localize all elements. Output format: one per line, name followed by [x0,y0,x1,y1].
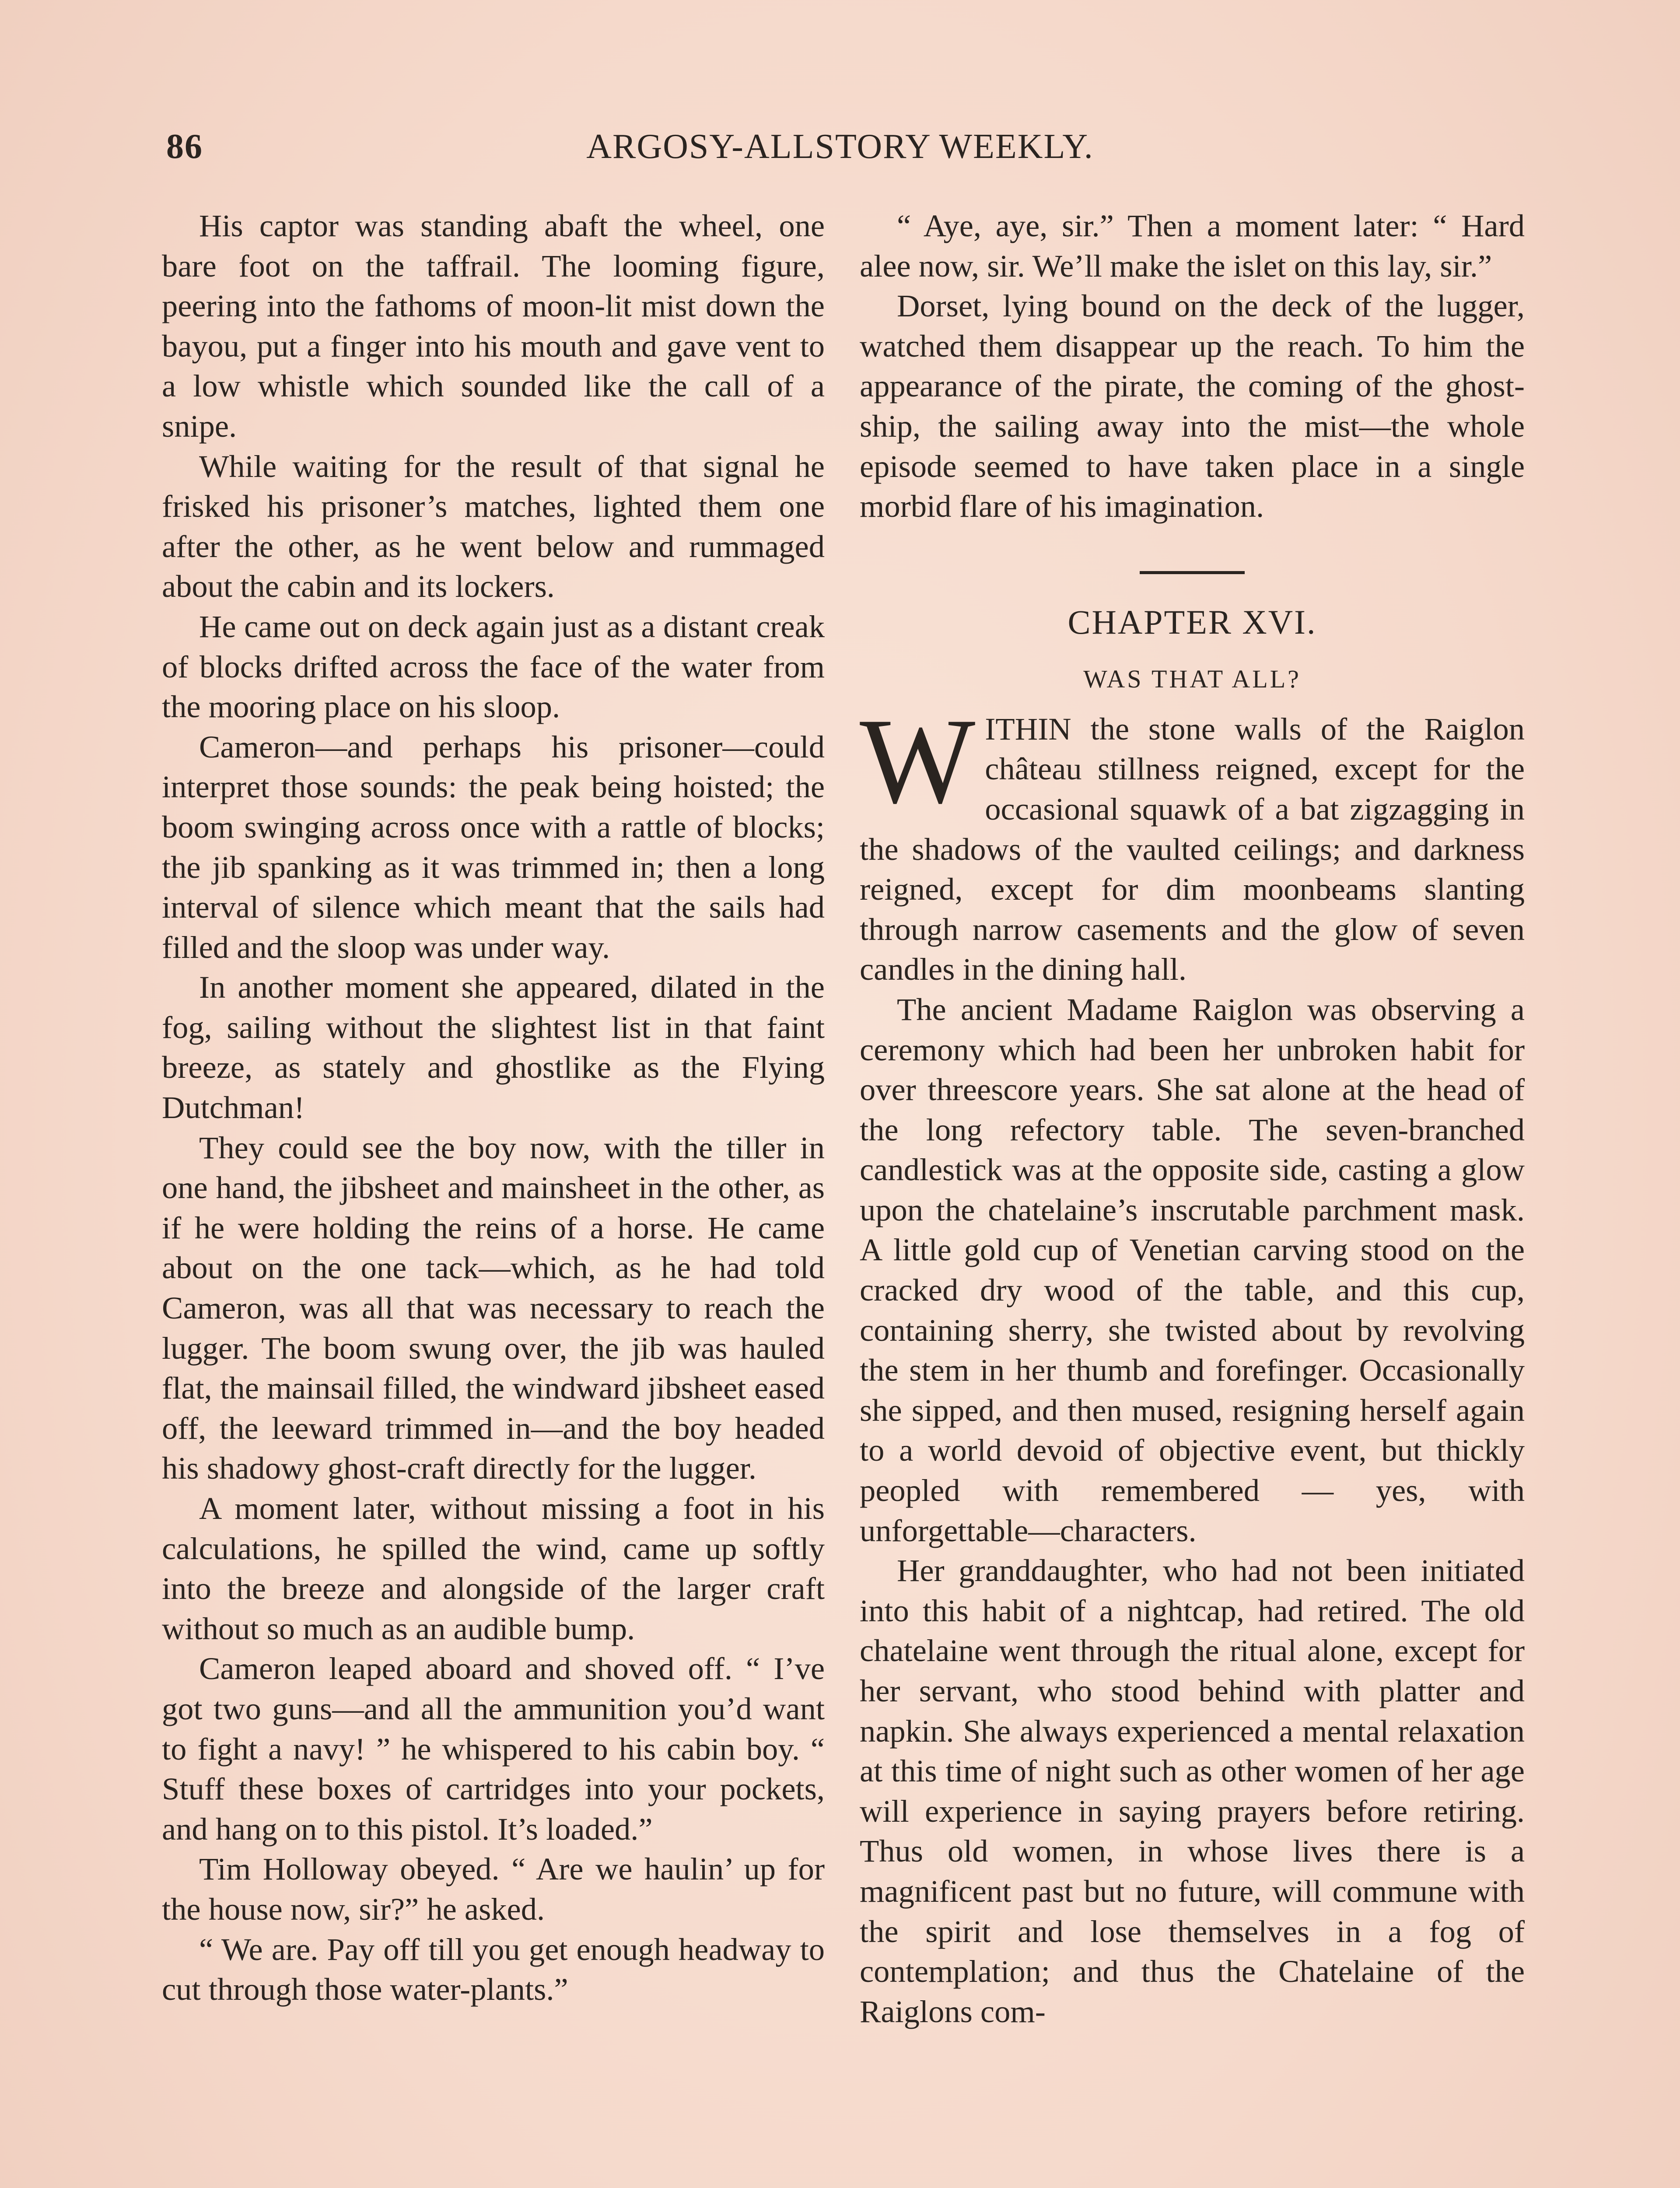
paragraph: In another moment she appeared, dilated in the fog, sailing without the slightest list in that faint breeze, as stately and ghostlike as the Flying Dutchman! [162,969,825,1126]
paragraph: Cameron—and perhaps his prisoner—could interpret those sounds: the peak being hoisted; the boom swinging across once with a rattle of blocks; the jib spanking as it was trimmed in; then a long interval of silence which meant that the sails had filled and the sloop was under way. [162,729,825,965]
page-number: 86 [166,127,203,166]
left-column [162,206,825,2009]
opening-text: ITHIN the stone walls of the Raiglon château stillness reigned, except for the occasional squawk of a bat zigzagging in the shadows of the vaulted ceilings; and darkness reigned, except for dim moonbeams slanting through narrow casements and the glow of seven candles in the dining hall. [860,711,1525,987]
paragraph: Cameron leaped aboard and shoved off. “ I’ve got two guns—and all the ammunition you’d want to fight a navy! ” he whispered to his cabin boy. “ Stuff these boxes of cartridges into your pockets, and hang on to this pistol. It’s loaded.” [162,1651,825,1847]
paragraph: A moment later, without missing a foot in his calculations, he spilled the wind, came up softly into the breeze and alongside of the larger craft without so much as an audible bump. [162,1490,825,1646]
paragraph: He came out on deck again just as a distant creak of blocks drifted across the face of the water from the mooring place on his sloop. [162,608,825,725]
page-header [166,127,1514,175]
chapter-subtitle: WAS THAT ALL? [1083,664,1301,693]
chapter-opening-paragraph [860,692,1525,989]
paragraph: While waiting for the result of that signal he frisked his prisoner’s matches, lighted them one after the other, as he went below and rummaged about the cabin and its lockers. [162,448,825,604]
chapter-title: CHAPTER XVI. [1068,603,1317,641]
drop-cap: W [860,692,976,829]
paragraph: Tim Holloway obeyed. “ Are we haulin’ up for the house now, sir?” he asked. [162,1851,825,1927]
paragraph: His captor was standing abaft the wheel, one bare foot on the taffrail. The looming figure, peering into the fathoms of moon-lit mist down the bayou, put a finger into his mouth and gave vent to a low whistle which sounded like the call of a snipe. [162,208,825,444]
paragraph: Her granddaughter, who had not been initiated into this habit of a nightcap, had retired. The old chatelaine went through the ritual alone, except for her servant, who stood behind with platter and napkin. She always experienced a mental relaxation at this time of night such as other women of her age will experience in saying prayers before retiring. Thus old women, in whose lives there is a magnificent past but no future, will commune with the spirit and lose themselves in a fog of contemplation; and thus the Chatelaine of the Raiglons com- [860,1553,1525,2029]
section-divider [1140,571,1245,574]
paragraph: “ Aye, aye, sir.” Then a moment later: “ Hard alee now, sir. We’ll make the islet on this lay, sir.” [860,208,1525,284]
paragraph: They could see the boy now, with the tiller in one hand, the jibsheet and mainsheet in the other, as if he were holding the reins of a horse. He came about on the one tack—which, as he had told Cameron, was all that was necessary to reach the lugger. The boom swung over, the jib was hauled flat, the mainsail filled, the windward jibsheet eased off, the leeward trimmed in—and the boy headed his shadowy ghost-craft directly for the lugger. [162,1129,825,1486]
right-column [860,206,1525,2031]
paragraph: The ancient Madame Raiglon was observing a ceremony which had been her unbroken habit for over threescore years. She sat alone at the head of the long refectory table. The seven-branched candlestick was at the opposite side, casting a glow upon the chatelaine’s inscrutable parchment mask. A little gold cup of Venetian carving stood on the cracked dry wood of the table, and this cup, containing sherry, she twisted about by revolving the stem in her thumb and forefinger. Occasionally she sipped, and then mused, resigning herself again to a world devoid of objective event, but thickly peopled with remembered — yes, with unforgettable—characters. [860,991,1525,1548]
paragraph: “ We are. Pay off till you get enough headway to cut through those water-plants.” [162,1931,825,2007]
paragraph: Dorset, lying bound on the deck of the lugger, watched them disappear up the reach. To him the appearance of the pirate, the coming of the ghost-ship, the sailing away into the mist—the whole episode seemed to have taken place in a single morbid flare of his imagination. [860,288,1525,524]
running-head: ARGOSY-ALLSTORY WEEKLY. [586,127,1094,166]
